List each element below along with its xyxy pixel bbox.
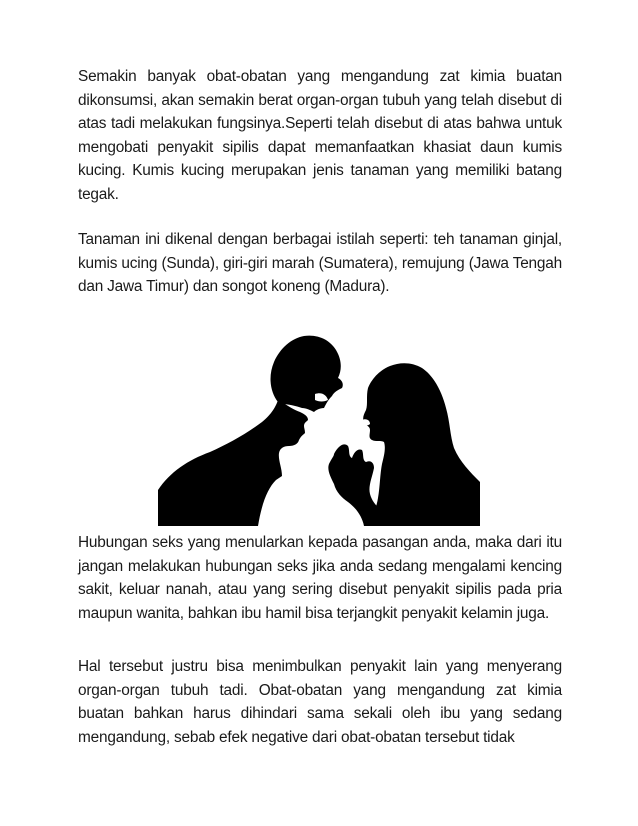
paragraph-1: Semakin banyak obat-obatan yang mengandung zat kimia buatan dikonsumsi, akan semakin berat organ-organ tubuh yang telah disebut di atas tadi melakukan fungsinya.Seperti telah disebut di atas bahwa untuk mengobati penyakit sipilis dapat memanfaatkan khasiat daun kumis kucing. Kumis kucing merupakan jenis tanaman yang memiliki batang tegak. [78,68,562,203]
arguing-couple-silhouette-image [158,322,480,526]
paragraph-3: Hubungan seks yang menularkan kepada pasangan anda, maka dari itu jangan melakukan hubungan seks jika anda sedang mengalami kencing sakit, keluar nanah, atau yang sering disebut penyakit sipilis pada pria maupun wanita, bahkan ibu hamil bisa terjangkit penyakit kelamin juga. [78,534,562,622]
woman-hands [328,444,384,526]
paragraph-4: Hal tersebut justru bisa menimbulkan penyakit lain yang menyerang organ-organ tubuh tadi. Obat-obatan yang mengandung zat kimia buatan bahkan harus dihindari sama sekali oleh ibu yang sedang mengandung, sebab efek negative dari obat-obatan tersebut tidak [78,658,562,746]
paragraph-2: Tanaman ini dikenal dengan berbagai istilah seperti: teh tanaman ginjal, kumis ucing (Sunda), giri-giri marah (Sumatera), remujung (Jawa Tengah dan Jawa Timur) dan songot koneng (Madura). [78,231,562,295]
woman-silhouette [363,363,480,526]
man-head [271,336,343,412]
man-silhouette [158,400,308,526]
